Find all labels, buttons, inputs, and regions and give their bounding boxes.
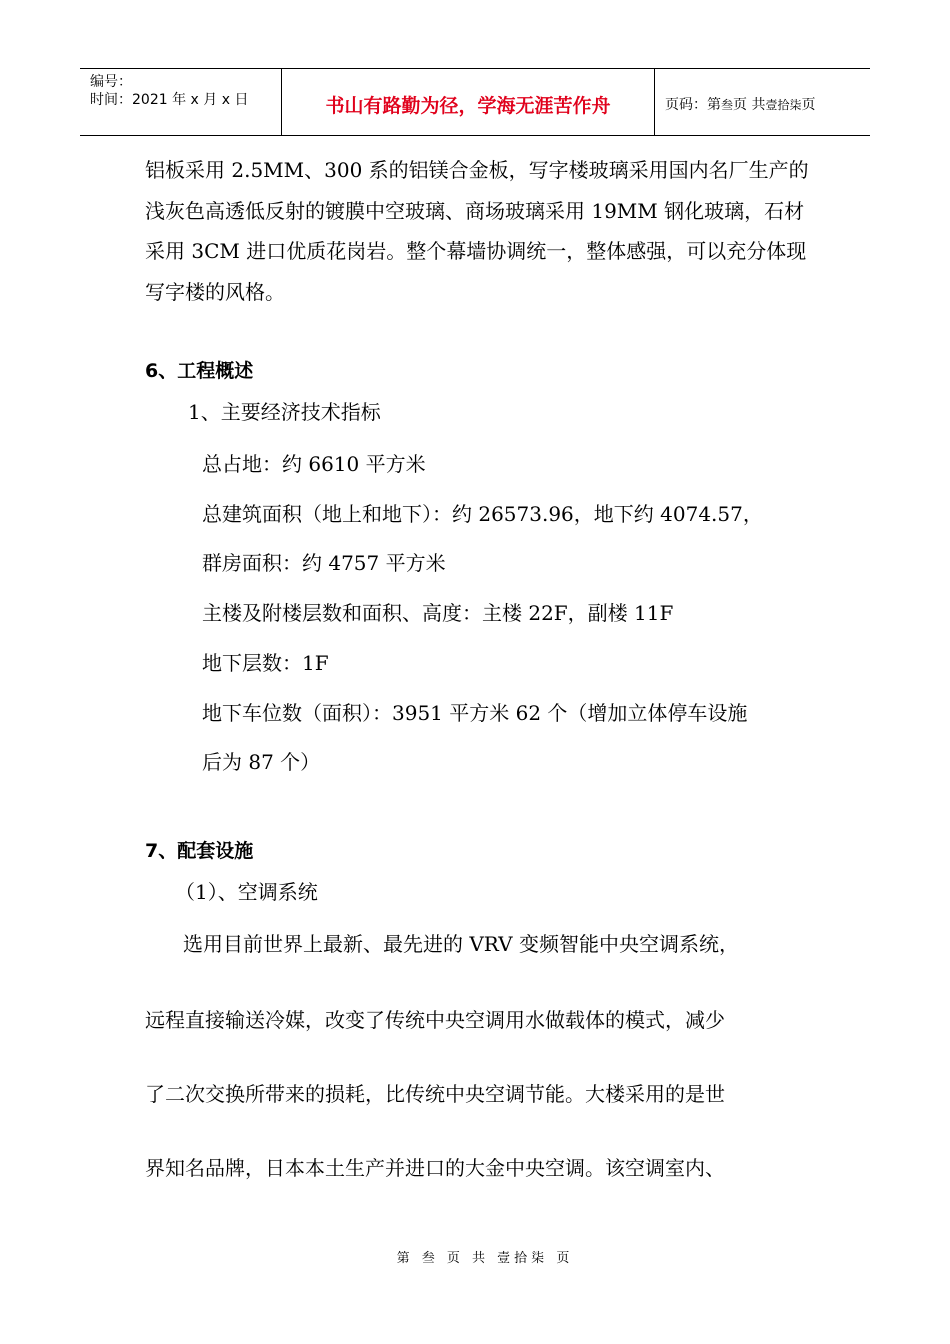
section6-item: 总建筑面积（地上和地下）：约 26573.96，地下约 4074.57，	[202, 502, 763, 526]
intro-block	[145, 150, 815, 312]
page-header	[80, 68, 870, 136]
doc-time-label: 时间：2021 年 x 月 x 日	[90, 92, 249, 108]
section6-item: 后为 87 个）	[202, 750, 321, 774]
header-meta	[80, 69, 282, 135]
section6-subtitle: 1、主要经济技术指标	[188, 400, 381, 424]
header-motto: 书山有路勤为径，学海无涯苦作舟	[282, 69, 655, 135]
section7-line: 界知名品牌，日本本土生产并进口的大金中央空调。该空调室内、	[145, 1156, 725, 1180]
section6-item: 地下车位数（面积）：3951 平方米 62 个（增加立体停车设施	[202, 701, 748, 725]
header-page-info	[655, 69, 870, 135]
section6-item: 主楼及附楼层数和面积、高度：主楼 22F，副楼 11F	[202, 601, 674, 625]
page-suffix: 页	[801, 97, 816, 113]
page-mid: 页 共	[733, 97, 766, 113]
page-total: 壹拾柒	[765, 97, 802, 112]
section7-line: 选用目前世界上最新、最先进的 VRV 变频智能中央空调系统，	[183, 932, 739, 956]
page-footer: 第 叁 页 共 壹拾柒 页	[396, 1251, 574, 1266]
section6-item: 群房面积：约 4757 平方米	[202, 551, 446, 575]
section6-item: 地下层数：1F	[202, 651, 329, 675]
section6-title: 6、工程概述	[145, 360, 254, 382]
section7-line: 了二次交换所带来的损耗，比传统中央空调节能。大楼采用的是世	[145, 1082, 725, 1106]
section7-subtitle: （1）、空调系统	[175, 880, 318, 904]
section6-item: 总占地：约 6610 平方米	[202, 452, 426, 476]
page-current: 叁	[721, 97, 734, 112]
doc-number-label: 编号：	[90, 74, 132, 90]
section7-title: 7、配套设施	[145, 840, 254, 862]
page-prefix: 页码：第	[665, 97, 721, 113]
section7-line: 远程直接输送冷媒，改变了传统中央空调用水做载体的模式，减少	[145, 1008, 725, 1032]
intro-paragraph: 铝板采用 2.5MM、300 系的铝镁合金板，写字楼玻璃采用国内名厂生产的浅灰色高透低反射的镀膜中空玻璃、商场玻璃采用 19MM 钢化玻璃，石材采用 3CM 进口优质花岗岩。整个幕墙协调统一，整体感强，可以充分体现写字楼的风格。	[145, 158, 809, 304]
